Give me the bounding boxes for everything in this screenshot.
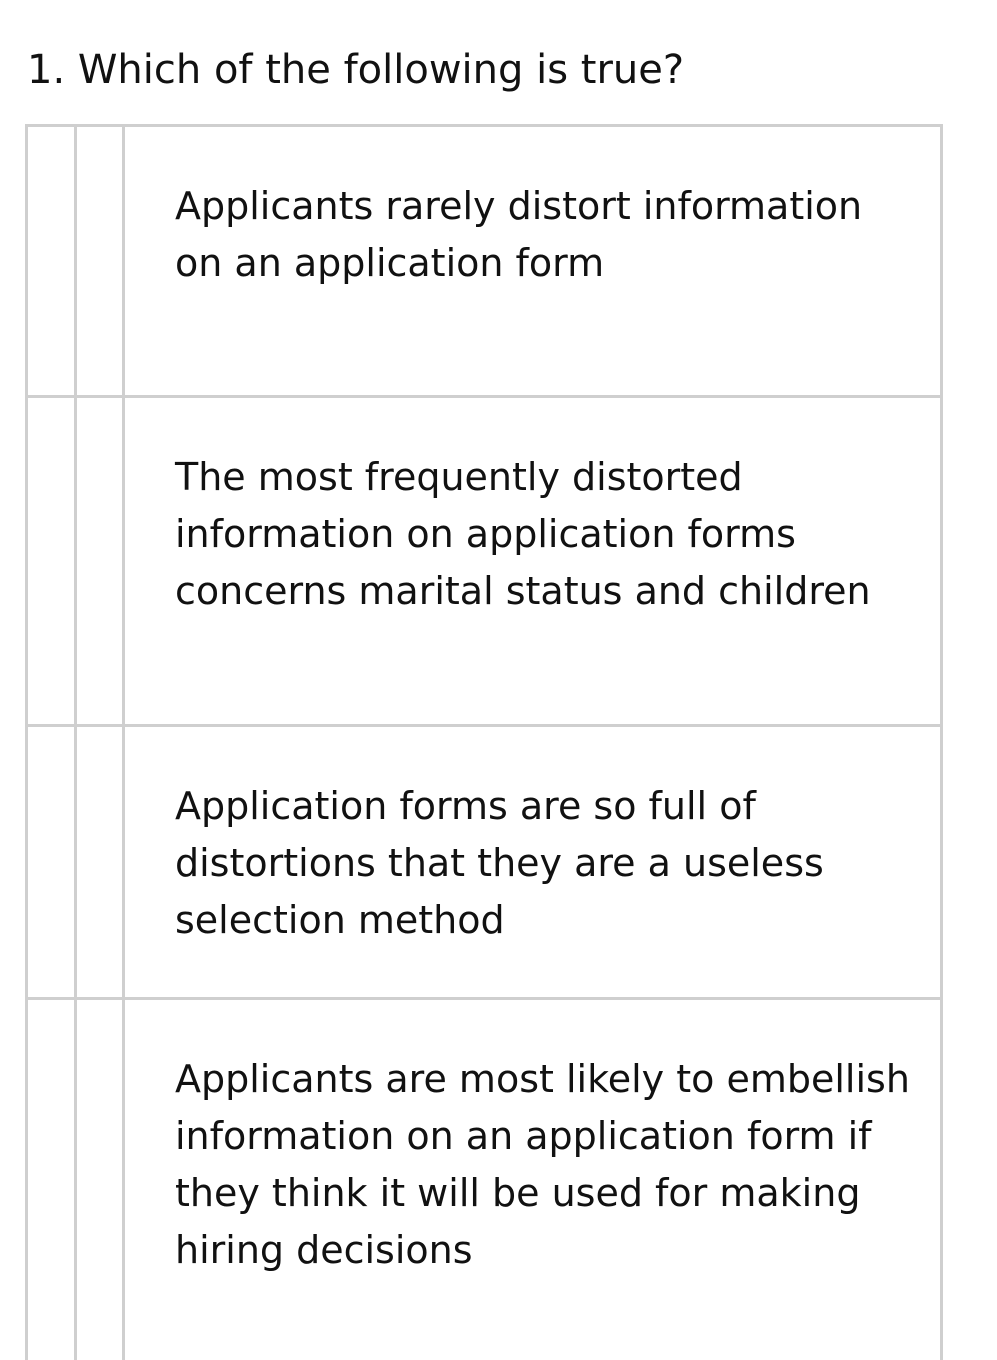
answer-option-row[interactable] — [27, 126, 942, 397]
option-marker-cell[interactable] — [76, 999, 124, 1360]
answer-options-table — [25, 124, 943, 1360]
option-selector-cell[interactable] — [27, 126, 76, 397]
option-marker-cell[interactable] — [76, 397, 124, 726]
option-selector-cell[interactable] — [27, 726, 76, 999]
option-marker-cell[interactable] — [76, 126, 124, 397]
answer-option-row[interactable] — [27, 999, 942, 1360]
option-selector-cell[interactable] — [27, 397, 76, 726]
answer-option-row[interactable] — [27, 726, 942, 999]
option-text[interactable]: Applicants rarely distort information on an application form — [124, 126, 942, 397]
option-selector-cell[interactable] — [27, 999, 76, 1360]
option-text[interactable]: The most frequently distorted information on application forms concerns marital status and children — [124, 397, 942, 726]
option-marker-cell[interactable] — [76, 726, 124, 999]
question-title: 1. Which of the following is true? — [27, 42, 684, 98]
option-text[interactable]: Application forms are so full of distortions that they are a useless selection method — [124, 726, 942, 999]
option-text[interactable]: Applicants are most likely to embellish information on an application form if they think it will be used for making hiring decisions — [124, 999, 942, 1360]
answer-option-row[interactable] — [27, 397, 942, 726]
